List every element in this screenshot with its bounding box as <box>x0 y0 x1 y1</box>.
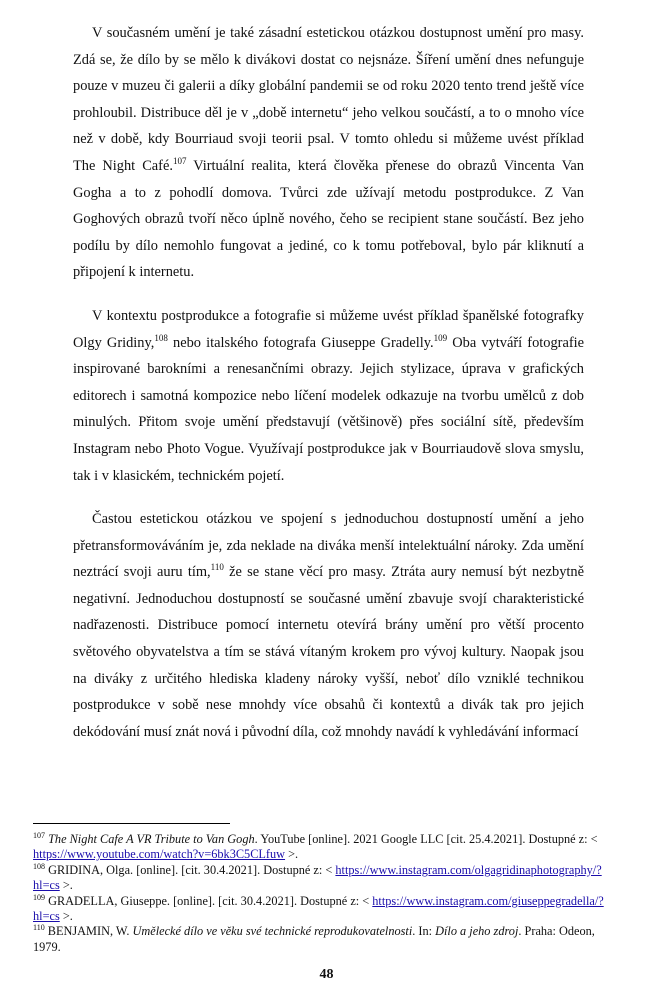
text-run: . In: <box>412 924 436 939</box>
footnote-link[interactable]: https://www.youtube.com/watch?v=6bk3C5CLfuw <box>33 847 286 862</box>
text-run: >. <box>59 878 73 893</box>
footnote-ref-110[interactable]: 110 <box>210 562 224 573</box>
text-run: >. <box>285 847 299 862</box>
footnotes <box>33 823 613 955</box>
footnote-separator <box>33 823 230 824</box>
title-italic: Umělecké dílo ve věku své technické reprodukovatelnosti <box>132 924 413 939</box>
paragraph <box>73 20 584 286</box>
footnote-108 <box>33 863 613 894</box>
footnote-ref-107[interactable]: 107 <box>172 156 187 167</box>
text-run: GRIDINA, Olga. [online]. [cit. 30.4.2021]. Dostupné z: < <box>45 862 336 877</box>
footnote-107 <box>33 832 613 863</box>
text-run: Oba vytváří fotografie inspirované barokními a renesančními obrazy. Jejich stylizace, úprava v grafických editorech i samotná kompozice nebo líčení modelek odkazuje na tvorbu umělců z dob minulých. Přitom svoje umění představují (většinově) přes sociální sítě, především Instagram nebo Photo Vogue. Využívají postprodukce jak v Bourriaudově slova smyslu, tak i v klasickém, technickém pojetí. <box>73 334 585 484</box>
text-run: že se stane věcí pro masy. Ztráta aury nemusí být nezbytně negativní. Jednoduchou dostupností se současné umění zbavuje svojí charakteristické nadřazenosti. Distribuce pomocí internetu otevírá brány umění pro větší procento světového obyvatelstva a tím se stává vítaným krokem pro vývoj kultury. Naopak jsou na diváky z určitého hlediska kladeny nároky vyšší, neboť dílo vzniklé technikou postprodukce v sobě nese mnohdy více obsahů či kontextů a divák tak pro jejich dekódování musí znát nová i původní díla, což mnohdy navádí k vyhledávání informací <box>73 564 585 740</box>
footnote-ref-109[interactable]: 109 <box>433 332 448 343</box>
footnote-link[interactable]: https://www.instagram.com/giuseppegradella/?hl=cs <box>33 893 604 924</box>
paragraph <box>73 303 584 489</box>
body-text <box>73 20 584 745</box>
text-run: . YouTube [online]. 2021 Google LLC [cit. 25.4.2021]. Dostupné z: < <box>254 832 598 846</box>
text-run: V současném umění je také zásadní estetickou otázkou dostupnost umění pro masy. Zdá se, že dílo by se mělo k divákovi dostat co nejsnáze. Šíření umění dnes nefunguje pouze v muzeu či galerii a díky globální pandemii se od roku 2020 tento trend ještě více prohloubil. Distribuce děl je v „době internetu“ jeho velkou součástí, a to o mnoho více než v době, kdy Bourriaud svoji teorii psal. V tomto ohledu si můžeme uvést příklad The Night Café. <box>73 25 584 174</box>
footnote-109 <box>33 894 613 925</box>
footnote-number: 110 <box>33 923 45 933</box>
footnote-110 <box>33 924 613 955</box>
text-run: . Praha: Odeon, 1979. <box>33 924 595 954</box>
text-run: >. <box>59 909 73 924</box>
page-number: 48 <box>319 967 334 982</box>
text-run: Virtuální realita, která člověka přenese do obrazů Vincenta Van Gogha a to z pohodlí domova. Tvůrci zde užívají metodu postprodukce. Z Van Goghových obrazů tvoří něco úplně nového, čeho se recipient stane součástí. Bez jeho podílu by dílo nemohlo fungovat a jediné, co k tomu potřeboval, bylo pár kliknutí a připojení k internetu. <box>73 157 584 281</box>
paragraph <box>73 506 584 745</box>
footnote-link[interactable]: https://www.instagram.com/olgagridinaphotography/?hl=cs <box>33 862 602 893</box>
text-run: nebo italského fotografa Giuseppe Gradelly. <box>167 334 434 351</box>
text-run: Častou estetickou otázkou ve spojení s jednoduchou dostupností umění a jeho přetransformováváním je, zda neklade na diváka menší intelektuální nároky. Zda umění neztrácí svoji auru tím, <box>73 511 584 581</box>
text-run: BENJAMIN, W. <box>44 924 133 939</box>
title-italic: Dílo a jeho zdroj <box>435 924 519 939</box>
text-run: V kontextu postprodukce a fotografie si můžeme uvést příklad španělské fotografky Olgy Gridiny, <box>73 307 584 351</box>
footnote-number: 108 <box>33 861 45 871</box>
footnote-number: 109 <box>33 892 45 902</box>
title-italic: The Night Cafe A VR Tribute to Van Gogh <box>48 832 255 846</box>
text-run: GRADELLA, Giuseppe. [online]. [cit. 30.4.2021]. Dostupné z: < <box>45 893 373 908</box>
footnote-ref-108[interactable]: 108 <box>154 332 168 343</box>
footnote-number: 107 <box>33 830 45 840</box>
